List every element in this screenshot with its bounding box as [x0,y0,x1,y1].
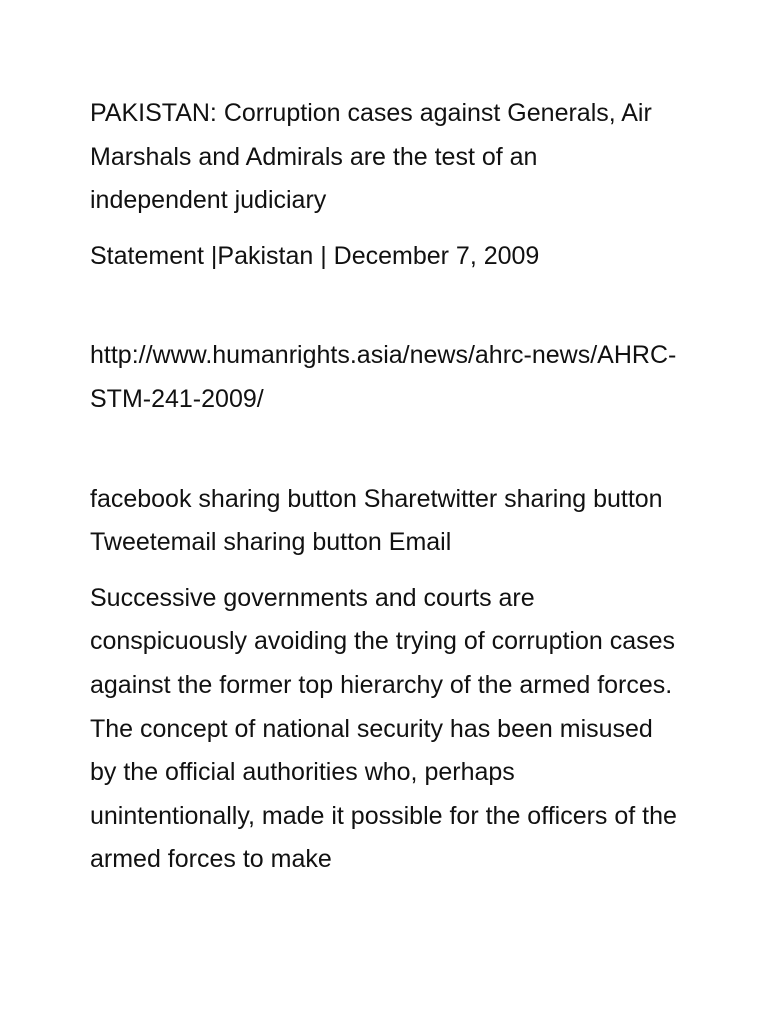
article-title: PAKISTAN: Corruption cases against Generals, Air Marshals and Admirals are the test of an independent judiciary [90,99,652,215]
article-meta: Statement |Pakistan | December 7, 2009 [90,241,540,270]
document-page [90,92,680,882]
article-body: Successive governments and courts are conspicuously avoiding the trying of corruption cases against the former top hierarchy of the armed forces. The concept of national security has been misused by the official authorities who, perhaps unintentionally, made it possible for the officers of the armed forces to make [90,583,677,874]
share-buttons-text: facebook sharing button Sharetwitter sharing button Tweetemail sharing button Email [90,484,663,557]
article-url[interactable]: http://www.humanrights.asia/news/ahrc-news/AHRC-STM-241-2009/ [90,341,677,413]
